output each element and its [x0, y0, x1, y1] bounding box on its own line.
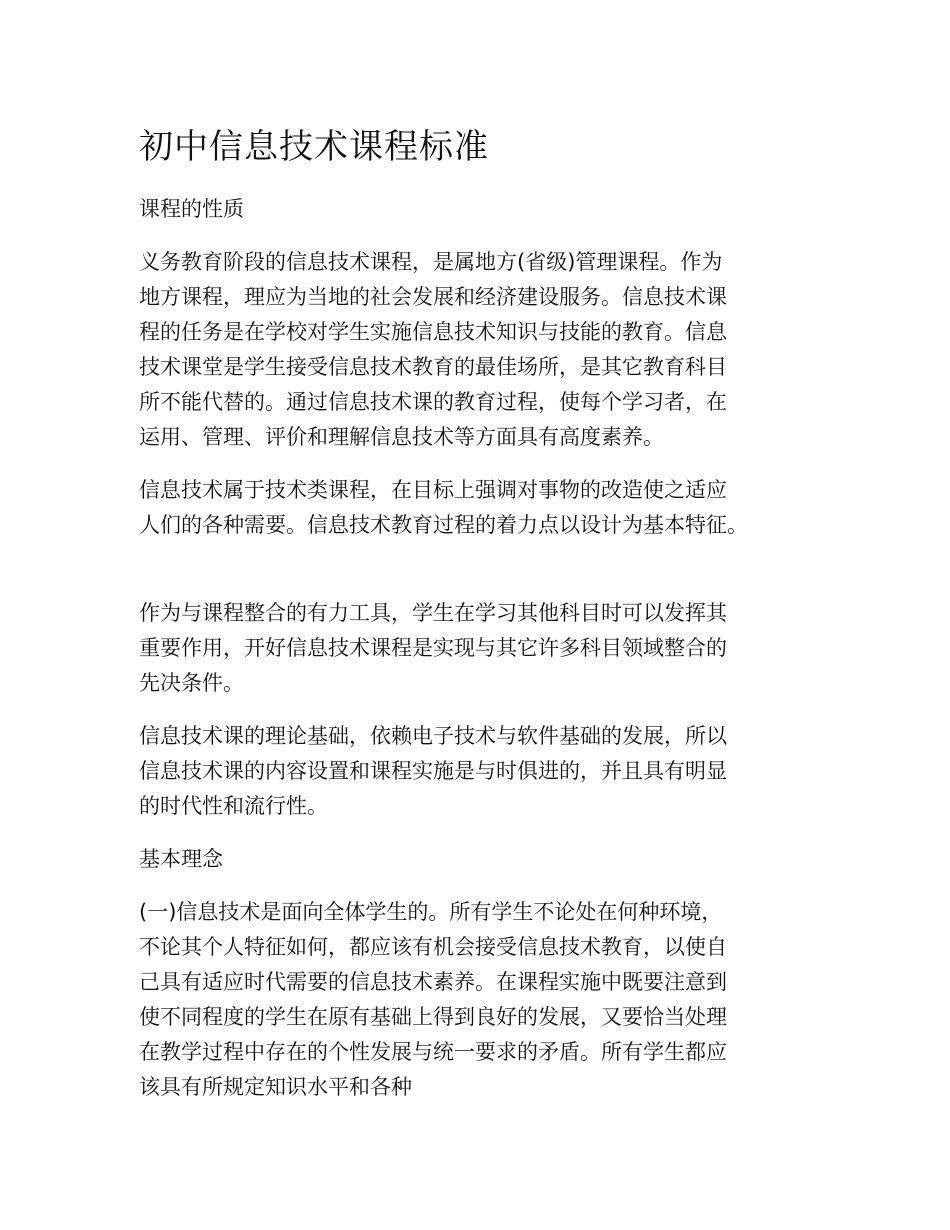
paragraph-nature-1: [139, 245, 727, 455]
paragraph-line: 重要作用，开好信息技术课程是实现与其它许多科目领域整合的: [139, 636, 727, 660]
paragraph-line: 技术课堂是学生接受信息技术教育的最佳场所，是其它教育科目: [139, 355, 727, 379]
paragraph-line: 该具有所规定知识水平和各种: [139, 1075, 412, 1099]
paragraph-nature-4: [139, 719, 727, 824]
paragraph-line: 信息技术课的内容设置和课程实施是与时俱进的，并且具有明显: [139, 759, 727, 783]
section-heading-concept: 基本理念: [139, 847, 223, 871]
paragraph-nature-3: [139, 596, 727, 701]
paragraph-concept-1: [139, 895, 727, 1105]
paragraph-line: 不论其个人特征如何，都应该有机会接受信息技术教育，以使自: [139, 935, 727, 959]
paragraph-line: 义务教育阶段的信息技术课程，是属地方(省级)管理课程。作为: [139, 250, 723, 274]
paragraph-line: 信息技术属于技术类课程，在目标上强调对事物的改造使之适应: [139, 478, 727, 502]
paragraph-line: 的时代性和流行性。: [139, 794, 328, 818]
paragraph-nature-2: [139, 473, 748, 543]
paragraph-line: 己具有适应时代需要的信息技术素养。在课程实施中既要注意到: [139, 970, 727, 994]
paragraph-line: 使不同程度的学生在原有基础上得到良好的发展，又要恰当处理: [139, 1005, 727, 1029]
paragraph-line: 作为与课程整合的有力工具，学生在学习其他科目时可以发挥其: [139, 601, 727, 625]
paragraph-line: 程的任务是在学校对学生实施信息技术知识与技能的教育。信息: [139, 320, 727, 344]
paragraph-line: 先决条件。: [139, 671, 244, 695]
section-heading-nature: 课程的性质: [139, 197, 244, 221]
document-title: 初中信息技术课程标准: [139, 127, 489, 167]
paragraph-line: 所不能代替的。通过信息技术课的教育过程，使每个学习者，在: [139, 390, 727, 414]
paragraph-line: 人们的各种需要。信息技术教育过程的着力点以设计为基本特征。: [139, 513, 748, 537]
paragraph-line: 信息技术课的理论基础，依赖电子技术与软件基础的发展，所以: [139, 724, 727, 748]
paragraph-line: 运用、管理、评价和理解信息技术等方面具有高度素养。: [139, 425, 664, 449]
paragraph-line: 地方课程，理应为当地的社会发展和经济建设服务。信息技术课: [139, 285, 727, 309]
paragraph-line: (一)信息技术是面向全体学生的。所有学生不论处在何种环境，: [139, 900, 723, 924]
paragraph-line: 在教学过程中存在的个性发展与统一要求的矛盾。所有学生都应: [139, 1040, 727, 1064]
